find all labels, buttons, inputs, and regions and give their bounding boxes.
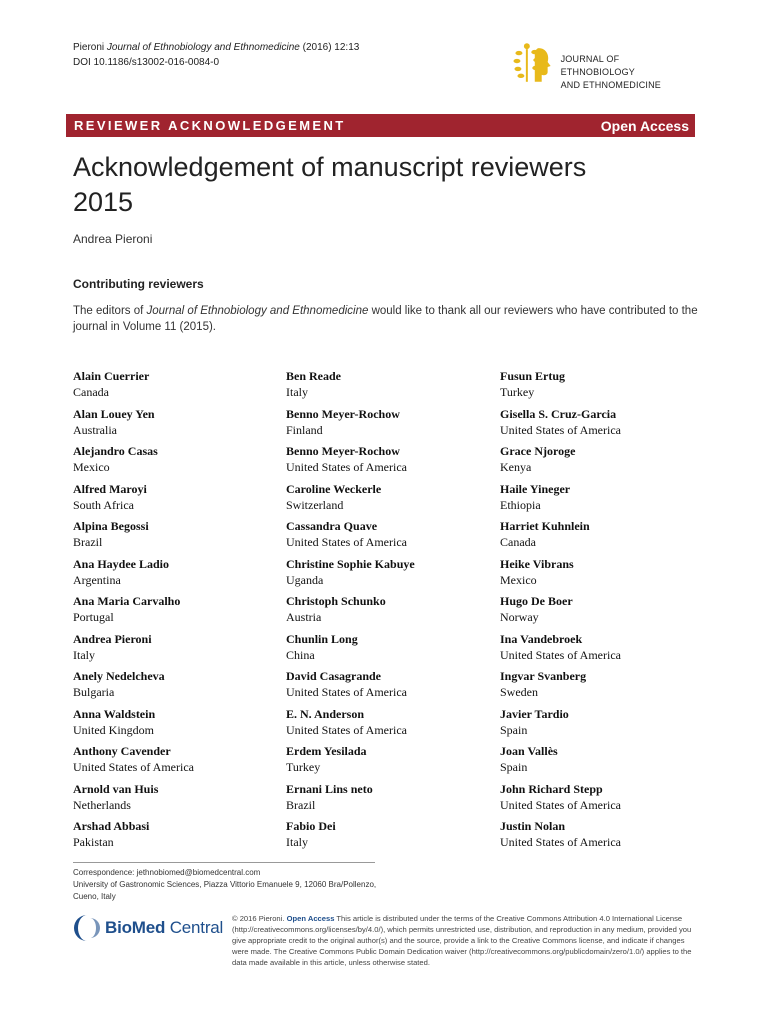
reviewer-name: Christoph Schunko <box>286 594 386 608</box>
reviewer-country: Bulgaria <box>73 685 115 699</box>
intro-journal: Journal of Ethnobiology and Ethnomedicine <box>146 305 369 317</box>
reviewer-entry <box>500 706 700 744</box>
reviewer-name: Grace Njoroge <box>500 444 576 458</box>
reviewer-name: Andrea Pieroni <box>73 631 152 646</box>
citation-journal: Journal of Ethnobiology and Ethnomedicine <box>106 42 300 53</box>
reviewer-entry <box>73 518 273 556</box>
journal-name-line1: JOURNAL OF ETHNOBIOLOGY <box>560 54 636 77</box>
reviewer-name: Alain Cuerrier <box>73 369 150 383</box>
reviewer-name: Arshad Abbasi <box>73 819 150 833</box>
address-line2: Cueno, Italy <box>73 892 116 901</box>
reviewer-name: Justin Nolan <box>500 819 566 833</box>
reviewer-country: Kenya <box>500 460 532 474</box>
reviewer-country: Australia <box>73 422 117 437</box>
article-title <box>73 150 693 220</box>
reviewer-name: Alfred Maroyi <box>73 481 147 496</box>
reviewer-entry <box>73 368 273 406</box>
reviewer-entry <box>286 593 486 631</box>
title-line1: Acknowledgement of manuscript reviewers <box>73 152 587 182</box>
reviewer-name: Ingvar Svanberg <box>500 669 587 683</box>
license-text: This article is distributed under the terms of the Creative Commons Attribution 4.0 International License (http://creativecommons.org/licenses/by/4.0/), which permits unrestricted use, distribution, and reproduction in any medium, provided you give appropriate credit to the original author(s) and the source, provide a link to the Creative Commons license, and indicate if changes were made. The Creative Commons Public Domain Dedication waiver (http://creativecommons.org/publicdomain/zero/1.0/) applies to the data made available in this article, unless otherwise stated. <box>232 914 692 967</box>
reviewer-entry <box>500 443 700 481</box>
reviewer-entry <box>73 593 273 631</box>
reviewer-name: Benno Meyer-Rochow <box>286 444 400 458</box>
footnote-divider <box>73 862 375 863</box>
reviewer-country: Italy <box>286 835 308 849</box>
reviewer-country: Austria <box>286 610 322 624</box>
doi-link[interactable]: DOI 10.1186/s13002-016-0084-0 <box>73 57 220 68</box>
reviewer-entry <box>73 443 273 481</box>
reviewer-name: Ina Vandebroek <box>500 631 583 646</box>
reviewer-name: Fabio Dei <box>286 819 336 833</box>
reviewer-country: Pakistan <box>73 835 114 849</box>
reviewer-country: China <box>286 647 315 662</box>
reviewer-name: Gisella S. Cruz-Garcia <box>500 406 617 421</box>
reviewer-entry <box>286 406 486 444</box>
article-type: REVIEWER ACKNOWLEDGEMENT <box>74 118 346 133</box>
reviewer-country: Mexico <box>73 460 110 474</box>
reviewer-entry <box>286 631 486 669</box>
reviewer-entry <box>500 518 700 556</box>
reviewer-country: Spain <box>500 760 528 774</box>
journal-logo <box>513 40 695 92</box>
reviewer-name: Alpina Begossi <box>73 519 149 533</box>
reviewer-country: Norway <box>500 610 539 624</box>
reviewer-name: Harriet Kuhnlein <box>500 519 590 533</box>
reviewer-country: Spain <box>500 722 528 737</box>
reviewer-country: Uganda <box>286 572 324 587</box>
biomed-central-icon <box>73 914 101 942</box>
reviewer-country: Finland <box>286 422 323 437</box>
address-line1: University of Gastronomic Sciences, Piazza Vittorio Emanuele 9, 12060 Bra/Pollenzo, <box>73 880 377 889</box>
reviewer-entry <box>286 743 486 781</box>
biomed-central-logo <box>73 914 223 942</box>
reviewer-entry <box>500 593 700 631</box>
reviewer-name: Joan Vallès <box>500 744 558 758</box>
reviewer-name: Cassandra Quave <box>286 519 378 533</box>
reviewer-name: Alejandro Casas <box>73 444 158 458</box>
reviewer-entry <box>500 781 700 819</box>
reviewer-name: Chunlin Long <box>286 631 358 646</box>
reviewer-country: Turkey <box>286 760 321 774</box>
reviewer-entry <box>500 631 700 669</box>
reviewer-country: United States of America <box>500 835 621 849</box>
license-prefix: © 2016 Pieroni. <box>232 914 285 923</box>
reviewer-name: Anely Nedelcheva <box>73 669 165 683</box>
reviewer-country: United States of America <box>500 797 621 812</box>
license-open-access: Open Access <box>286 914 335 923</box>
journal-name <box>561 53 695 92</box>
reviewer-entry <box>286 668 486 706</box>
reviewer-name: Haile Yineger <box>500 481 571 496</box>
reviewer-name: David Casagrande <box>286 669 382 683</box>
reviewer-entry <box>286 368 486 406</box>
reviewer-country: United States of America <box>500 647 621 662</box>
reviewer-entry <box>286 556 486 594</box>
reviewer-entry <box>500 368 700 406</box>
reviewer-entry <box>73 743 273 781</box>
reviewer-country: Brazil <box>286 797 316 812</box>
reviewer-entry <box>286 706 486 744</box>
reviewer-entry <box>286 818 486 856</box>
reviewer-name: Erdem Yesilada <box>286 744 367 758</box>
reviewer-country: Canada <box>73 385 109 399</box>
journal-logo-icon <box>513 40 553 84</box>
reviewer-name: Ernani Lins neto <box>286 781 373 796</box>
reviewer-entry <box>500 818 700 856</box>
reviewer-entry <box>500 743 700 781</box>
reviewer-column-1 <box>73 368 273 856</box>
reviewer-country: United States of America <box>286 685 407 699</box>
reviewer-country: Italy <box>286 385 308 399</box>
intro-after: would like to thank all our reviewers who have contributed to the journal in Volume 11 (2015). <box>73 305 698 333</box>
reviewer-name: Ana Maria Carvalho <box>73 594 181 608</box>
reviewer-name: Alan Louey Yen <box>73 406 155 421</box>
reviewer-name: Ben Reade <box>286 369 341 383</box>
reviewer-entry <box>73 631 273 669</box>
open-access-badge: Open Access <box>600 117 689 134</box>
title-line2: 2015 <box>73 187 134 217</box>
reviewer-country: Italy <box>73 647 95 662</box>
reviewer-entry <box>73 781 273 819</box>
reviewer-country: Argentina <box>73 572 121 587</box>
publisher-name <box>105 918 223 938</box>
reviewer-entry <box>500 556 700 594</box>
reviewer-name: Caroline Weckerle <box>286 481 382 496</box>
reviewer-country: Ethiopia <box>500 497 541 512</box>
reviewer-country: Turkey <box>500 385 535 399</box>
reviewer-name: Hugo De Boer <box>500 594 573 608</box>
intro-paragraph <box>73 303 698 335</box>
page-header <box>73 40 695 88</box>
reviewer-country: United States of America <box>286 460 407 474</box>
intro-before: The editors of <box>73 305 147 317</box>
reviewer-entry <box>73 406 273 444</box>
reviewer-country: Sweden <box>500 685 538 699</box>
reviewer-entry <box>286 481 486 519</box>
reviewer-name: E. N. Anderson <box>286 706 365 721</box>
reviewer-name: Ana Haydee Ladio <box>73 556 170 571</box>
reviewer-entry <box>500 406 700 444</box>
reviewer-entry <box>73 481 273 519</box>
reviewer-entry <box>286 518 486 556</box>
reviewer-name: Anthony Cavender <box>73 744 171 758</box>
reviewer-column-3 <box>500 368 700 856</box>
reviewer-name: Arnold van Huis <box>73 781 159 796</box>
reviewer-name: Heike Vibrans <box>500 556 574 571</box>
reviewer-entry <box>73 668 273 706</box>
article-type-banner <box>66 114 695 137</box>
publisher-bold: BioMed <box>105 918 166 937</box>
publisher-light: Central <box>169 918 224 937</box>
correspondence-email[interactable]: Correspondence: jethnobiomed@biomedcentral.com <box>73 868 261 877</box>
reviewer-entry <box>500 481 700 519</box>
correspondence <box>73 867 393 903</box>
reviewer-country: United States of America <box>286 535 407 549</box>
reviewer-entry <box>73 818 273 856</box>
section-heading: Contributing reviewers <box>73 277 204 291</box>
reviewer-entry <box>73 706 273 744</box>
citation-volume: (2016) 12:13 <box>302 42 360 53</box>
reviewer-country: Portugal <box>73 610 114 624</box>
reviewer-country: Mexico <box>500 572 537 587</box>
reviewer-country: Canada <box>500 535 536 549</box>
reviewer-name: Javier Tardio <box>500 706 569 721</box>
citation-authors: Pieroni <box>73 42 105 53</box>
license-statement <box>232 913 692 968</box>
journal-name-line2: AND ETHNOMEDICINE <box>560 80 661 90</box>
reviewer-entry <box>286 443 486 481</box>
reviewer-country: Brazil <box>73 535 103 549</box>
reviewer-country: United Kingdom <box>73 722 154 737</box>
reviewer-country: Switzerland <box>286 497 344 512</box>
reviewer-entry <box>286 781 486 819</box>
reviewer-country: Netherlands <box>73 797 131 812</box>
reviewer-column-2 <box>286 368 486 856</box>
reviewer-name: Anna Waldstein <box>73 706 156 721</box>
reviewer-country: South Africa <box>73 497 134 512</box>
reviewer-name: Benno Meyer-Rochow <box>286 406 400 421</box>
article-author: Andrea Pieroni <box>73 232 153 246</box>
reviewer-country: United States of America <box>500 422 621 437</box>
reviewer-entry <box>500 668 700 706</box>
reviewer-name: Christine Sophie Kabuye <box>286 556 415 571</box>
reviewer-name: John Richard Stepp <box>500 781 603 796</box>
reviewer-entry <box>73 556 273 594</box>
reviewer-country: United States of America <box>73 760 194 774</box>
reviewer-name: Fusun Ertug <box>500 369 566 383</box>
reviewer-country: United States of America <box>286 722 407 737</box>
